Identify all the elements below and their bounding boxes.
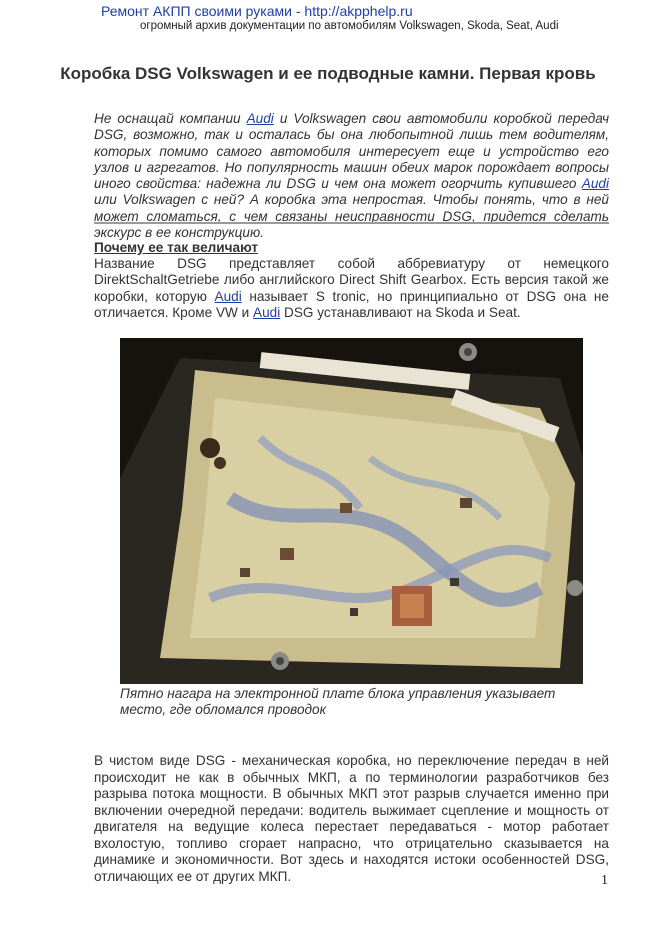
audi-link[interactable]: Audi bbox=[253, 304, 281, 320]
section-paragraph bbox=[94, 256, 609, 321]
page-number: 1 bbox=[601, 873, 608, 888]
divider-line bbox=[94, 222, 609, 224]
audi-link[interactable]: Audi bbox=[246, 111, 274, 126]
audi-link[interactable]: Audi bbox=[581, 176, 609, 192]
site-header-title: Ремонт АКПП своими руками - http://akpphelp.ru bbox=[101, 3, 413, 19]
text-run: или Volkswagen с ней? А коробка эта непростая. Чтобы понять, что в ней может сломаться, с чем связаны неисправности DSG, придется сделать экскурс в ее конструкцию. bbox=[94, 192, 609, 241]
body-paragraph: В чистом виде DSG - механическая коробка, но переключение передач в ней происходит не как в обычных МКП, а по терминологии разработчиков без разрыва потока мощности. В обычных МКП этот разрыв случается именно при включении очередной передачи: водитель выжимает сцепление и мощность от двигателя на ведущие колеса перестает передаваться - мотор работает вхолостую, топливо сгорает напрасно, что отрицательно сказывается на динамике и экономичности. Вот здесь и находятся истоки особенностей DSG, отличающих ее от других МКП. bbox=[94, 753, 609, 884]
text-run: DSG устанавливают на Skoda и Seat. bbox=[280, 304, 521, 320]
site-header-subtitle: огромный архив документации по автомобилям Volkswagen, Skoda, Seat, Audi bbox=[140, 20, 559, 32]
text-run: называет S tronic, но принципиально от DSG она не отличается. Кроме VW и bbox=[94, 288, 609, 320]
photo-caption: Пятно нагара на электронной плате блока управления указывает место, где обломался проводок bbox=[120, 686, 556, 718]
text-run: Не оснащай компании bbox=[94, 111, 247, 126]
section-heading: Почему ее так величают bbox=[94, 240, 259, 255]
audi-link[interactable]: Audi bbox=[214, 288, 242, 304]
article-title: Коробка DSG Volkswagen и ее подводные камни. Первая кровь bbox=[60, 64, 596, 83]
circuit-board-photo bbox=[120, 338, 583, 684]
text-run: Название DSG представляет собой аббревиатуру от немецкого DirektSchaltGetriebe либо английского Direct Shift Gearbox. Есть версия такой же коробки, которую bbox=[94, 256, 609, 304]
text-run: и Volkswagen свои автомобили коробкой передач DSG, возможно, так и осталась бы она любопытной лишь тем водителям, которых помимо самого автомобиля интересует еще и устройство его узлов и агрегатов. Но популярность машин обеих марок порождает вопросы иного свойства: надежна ли DSG и чем она может огорчить купившего bbox=[94, 111, 609, 192]
